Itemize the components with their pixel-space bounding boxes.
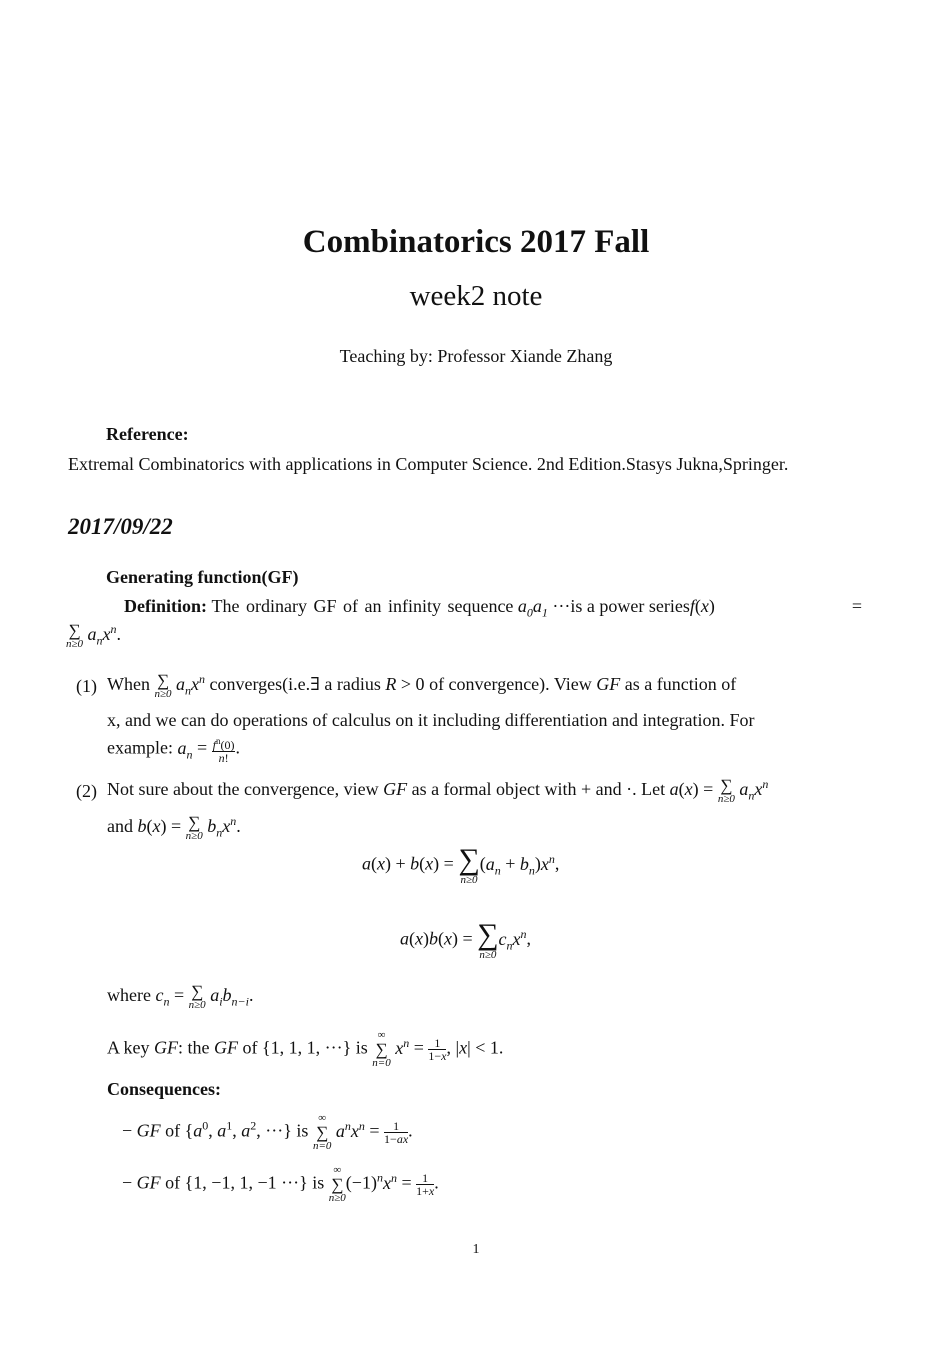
where-line: where $c_n$ = ∑ n≥0 $a_ib_{n-i}$. [107, 982, 254, 1011]
item2-line2: and b(x) = ∑ n≥0 $b_nx^n$. [107, 813, 241, 842]
equation-sum: a(x) + b(x) = ∑ n≥0 $(a_n + b_n)x^n$, [362, 843, 560, 886]
definition-text: The ordinary GF of an infinity sequence [211, 596, 514, 616]
item2-line1: Not sure about the convergence, view GF as a formal object with + and ·. Let a(x) = ∑ n≥0 $a_nx^n$ [107, 776, 769, 805]
definition-tail: is a power series [570, 596, 690, 616]
page-number: 1 [472, 1242, 480, 1257]
reference-heading: Reference: [106, 424, 189, 444]
section-date: 2017/09/22 [68, 514, 173, 539]
item2-number: (2) [76, 781, 97, 801]
consequence-2: − GF of {1, −1, 1, −1 ···} is ∞ ∑ n≥0 $(-1)^nx^n$ = $\frac{1}{1+x}$ . [122, 1164, 439, 1204]
definition-label: Definition: [124, 596, 207, 616]
reference-text: Extremal Combinatorics with applications in Computer Science. 2nd Edition.Stasys Jukna,Springer. [68, 454, 789, 474]
section-subheading: Generating function(GF) [106, 567, 299, 587]
item1-line2: x, and we can do operations of calculus on it including differentiation and integration. For [107, 710, 755, 730]
definition-line: Definition: The ordinary GF of an infinity sequence $a_0a_1 \cdot\cdot\cdot is$ a power seriesf(x) = [124, 596, 862, 620]
sequence-expr: $a_0a_1$ [517, 596, 548, 620]
teaching-line: Teaching by: Professor Xiande Zhang [339, 346, 613, 366]
definition-sum: ∑ n≥0 $a_nx^n$. [66, 621, 122, 650]
consequences-heading: Consequences: [107, 1079, 222, 1099]
equation-product: a(x)b(x) = ∑ n≥0 $c_nx^n$, [400, 918, 532, 961]
item1-line3: example: $a_n$ = $\frac{f^n(0)}{n!}$ . [107, 736, 240, 765]
item1-number: (1) [76, 676, 97, 696]
page-title: Combinatorics 2017 Fall [302, 224, 650, 260]
item1-line1: When ∑ n≥0 $a_nx^n$ converges(i.e.∃ a radius R > 0 of convergence). View GF as a function of [107, 671, 737, 700]
consequence-1: − GF of {$a^0$, $a^1$, $a^2$, ···} is ∞ ∑ n=0 $a^nx^n$ = $\frac{1}{1-ax}$ . [122, 1112, 413, 1152]
page-subtitle: week2 note [409, 280, 543, 312]
key-gf-line: A key GF: the GF of {1, 1, 1, ···} is ∞ ∑ n=0 $x^n$ = $\frac{1}{1-x}$ , |x| < 1. [107, 1029, 504, 1069]
